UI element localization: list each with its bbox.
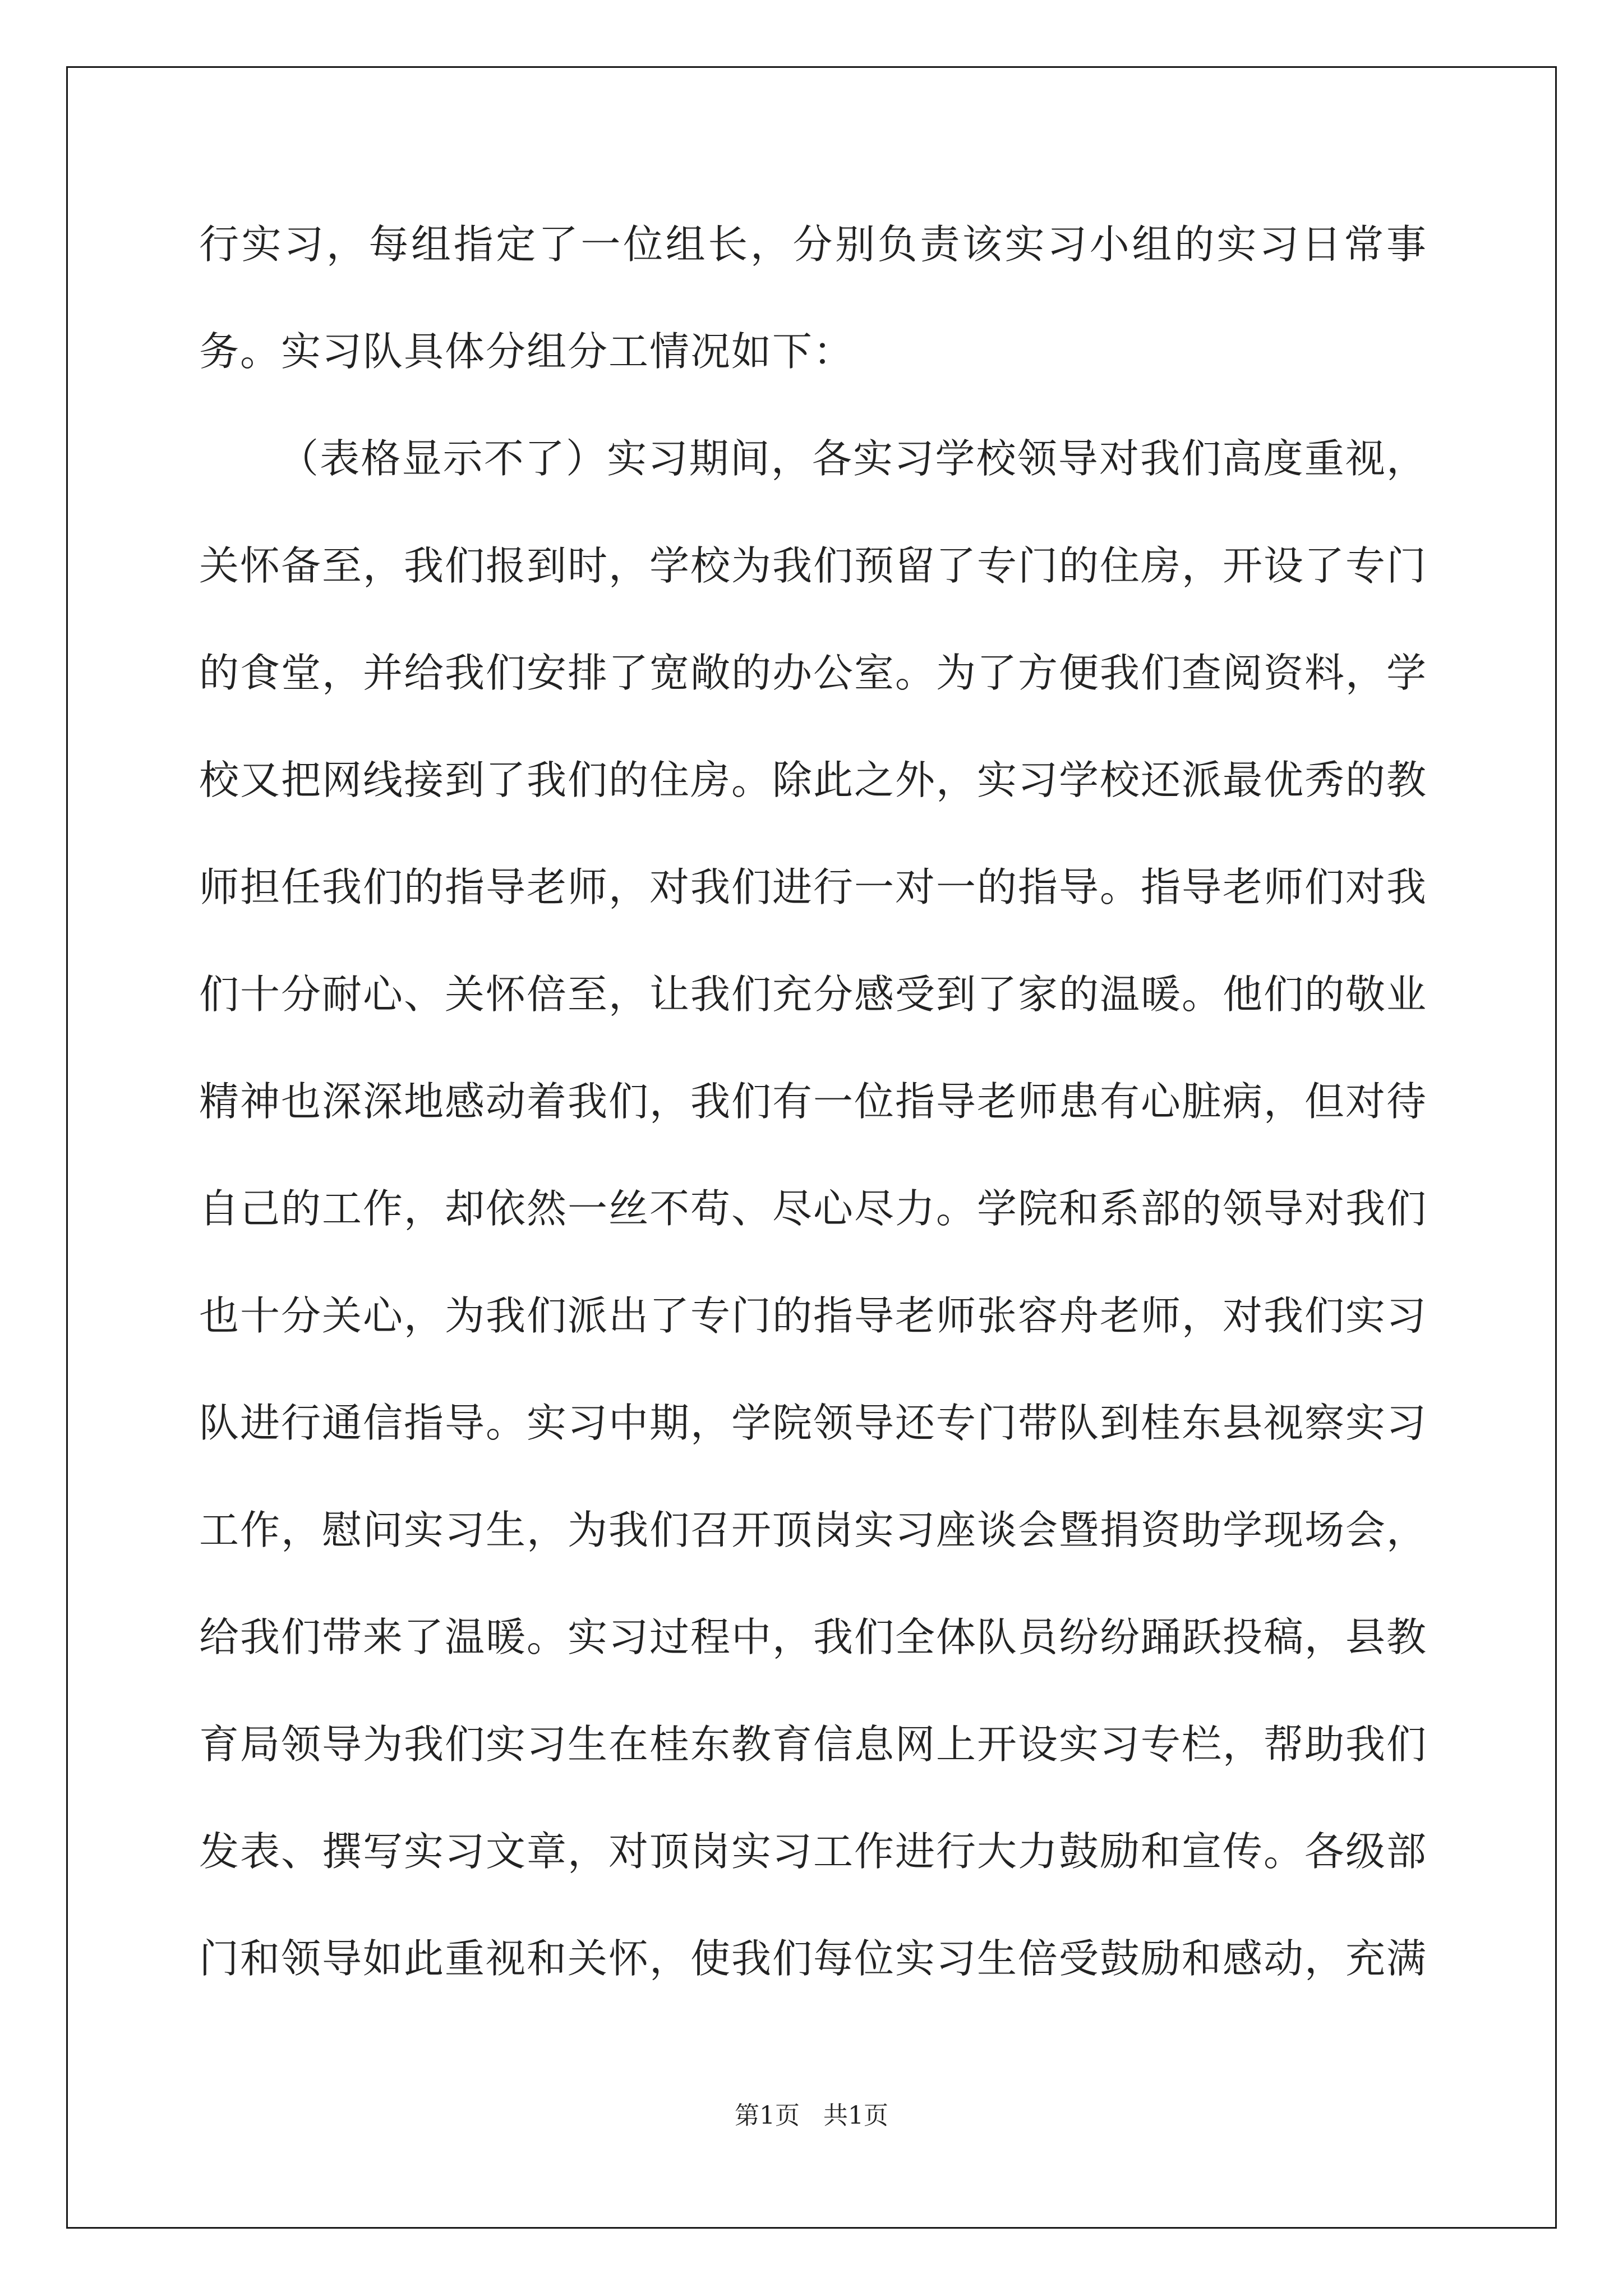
paragraph-2: （表格显示不了）实习期间，各实习学校领导对我们高度重视，关怀备至，我们报到时，学校为我们预留了专门的住房，开设了专门的食堂，并给我们安排了宽敞的办公室。为了方便我们查阅资料，学校又把网线接到了我们的住房。除此之外，实习学校还派最优秀的教师担任我们的指导老师，对我们进行一对一的指导。指导老师们对我们十分耐心、关怀倍至，让我们充分感受到了家的温暖。他们的敬业精神也深深地感动着我们，我们有一位指导老师患有心脏病，但对待自己的工作，却依然一丝不苟、尽心尽力。学院和系部的领导对我们也十分关心，为我们派出了专门的指导老师张容舟老师，对我们实习队进行通信指导。实习中期，学院领导还专门带队到桂东县视察实习工作，慰问实习生，为我们召开顶岗实习座谈会暨捐资助学现场会，给我们带来了温暖。实习过程中，我们全体队员纷纷踊跃投稿，县教育局领导为我们实习生在桂东教育信息网上开设实习专栏，帮助我们发表、撰写实习文章，对顶岗实习工作进行大力鼓励和宣传。各级部门和领导如此重视和关怀，使我们每位实习生倍受鼓励和感动，充满 — [199, 435, 1428, 1982]
page-footer — [0, 2095, 1623, 2131]
page-number: 第1页 — [735, 2101, 800, 2130]
document-body — [199, 191, 1427, 2012]
paragraph-1: 行实习，每组指定了一位组长，分别负责该实习小组的实习日常事务。实习队具体分组分工情况如下： — [199, 221, 1427, 375]
total-pages: 共1页 — [823, 2101, 888, 2130]
